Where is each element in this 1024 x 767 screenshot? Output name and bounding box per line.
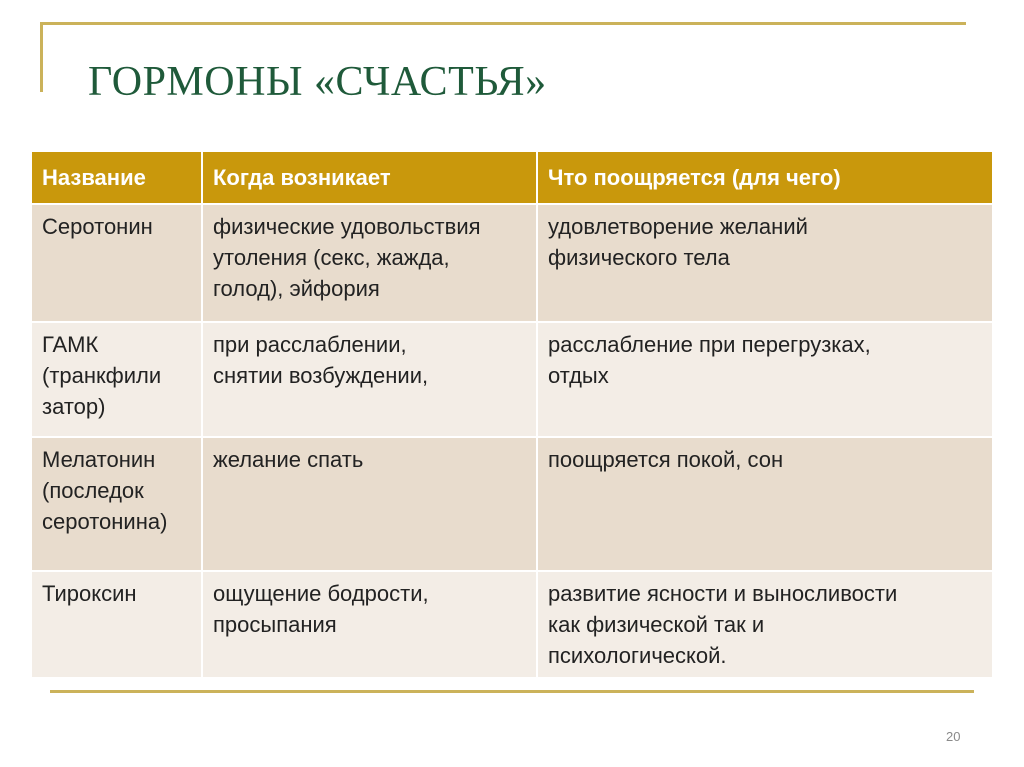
cell-line: Тироксин — [42, 581, 137, 606]
cell-line: Мелатонин — [42, 447, 156, 472]
cell-line: серотонина) — [42, 509, 168, 534]
cell-line: отдых — [548, 363, 609, 388]
cell-line: физические удовольствия — [213, 214, 481, 239]
frame-top-line — [40, 22, 966, 25]
table-row — [32, 437, 992, 571]
cell-line: просыпания — [213, 612, 337, 637]
bottom-rule — [50, 690, 974, 693]
cell-line: удовлетворение желаний — [548, 214, 808, 239]
cell-line: (транкфили — [42, 363, 162, 388]
cell-purpose — [537, 204, 992, 322]
cell-line: поощряется покой, сон — [548, 447, 784, 472]
cell-purpose — [537, 322, 992, 437]
frame-left-line — [40, 22, 43, 92]
cell-line: ощущение бодрости, — [213, 581, 429, 606]
cell-line: желание спать — [213, 447, 364, 472]
table-header-row — [32, 152, 992, 204]
cell-name — [32, 204, 202, 322]
header-name: Название — [32, 152, 202, 204]
cell-line: снятии возбуждении, — [213, 363, 429, 388]
table-row — [32, 322, 992, 437]
slide-title: ГОРМОНЫ «СЧАСТЬЯ» — [88, 59, 547, 105]
cell-name — [32, 437, 202, 571]
cell-when — [202, 571, 537, 678]
page-number: 20 — [946, 729, 961, 744]
cell-purpose — [537, 437, 992, 571]
cell-line: психологической. — [548, 643, 727, 668]
cell-when — [202, 322, 537, 437]
table-row — [32, 204, 992, 322]
header-purpose: Что поощряется (для чего) — [537, 152, 992, 204]
cell-when — [202, 437, 537, 571]
cell-line: при расслаблении, — [213, 332, 407, 357]
cell-line: (последок — [42, 478, 144, 503]
cell-name — [32, 322, 202, 437]
header-when: Когда возникает — [202, 152, 537, 204]
cell-line: ГАМК — [42, 332, 99, 357]
cell-line: затор) — [42, 394, 106, 419]
cell-purpose — [537, 571, 992, 678]
cell-line: утоления (секс, жажда, — [213, 245, 450, 270]
cell-line: развитие ясности и выносливости — [548, 581, 898, 606]
hormones-table — [32, 152, 992, 679]
table-row — [32, 571, 992, 678]
cell-when — [202, 204, 537, 322]
cell-line: Серотонин — [42, 214, 153, 239]
cell-line: голод), эйфория — [213, 276, 380, 301]
cell-name — [32, 571, 202, 678]
cell-line: как физической так и — [548, 612, 765, 637]
cell-line: расслабление при перегрузках, — [548, 332, 871, 357]
cell-line: физического тела — [548, 245, 730, 270]
